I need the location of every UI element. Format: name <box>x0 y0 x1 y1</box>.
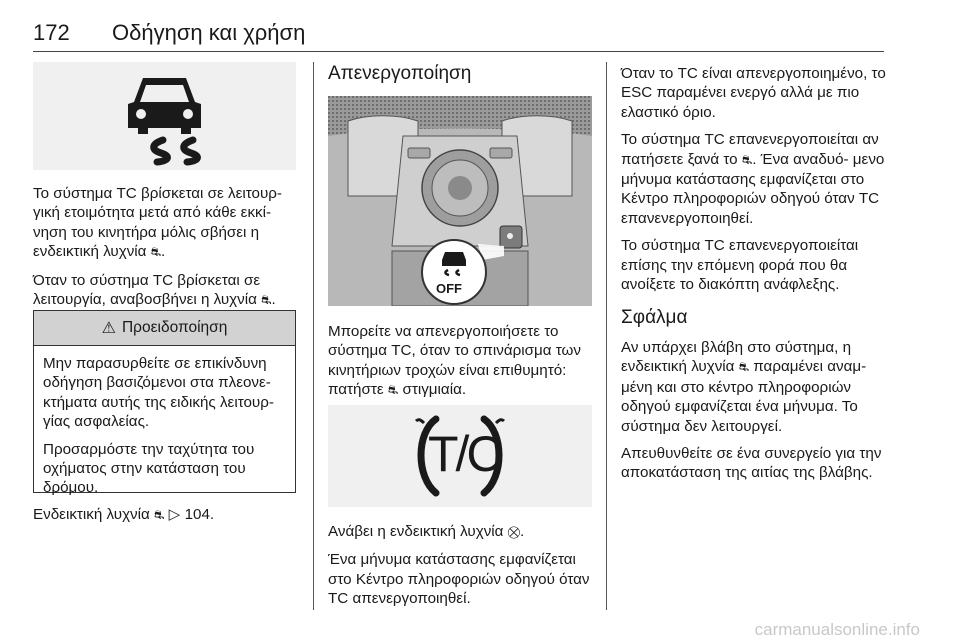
tc-off-button-icon: ⛐ <box>741 152 753 167</box>
tc-lamp-icon: ⛐ <box>261 293 272 308</box>
warning-paragraph: Μην παρασυρθείτε σε επικίνδυνη οδήγηση βασιζόμενοι στα πλεονε‐ κτήματα αυτής της ειδικής λειτουρ‐ γίας ασφαλείας. <box>43 355 274 431</box>
fault-paragraph: Αν υπάρχει βλάβη στο σύστημα, η ενδεικτική λυχνία ⛐ παραμένει αναμ‐ μένη και στο κέντρο πληροφοριών οδηγού εμφανίζεται ένα μήνυμα. Το σύστημα δεν λειτουργεί. <box>621 338 867 435</box>
column-divider <box>606 62 607 610</box>
header-divider <box>33 51 884 52</box>
tc-lamp-icon: ⛐ <box>738 360 750 375</box>
console-photo <box>328 96 592 306</box>
esc-paragraph: Όταν το TC είναι απενεργοποιημένο, το ESC παραμένει ενεργό αλλά με πιο ελαστικό όριο. <box>621 65 886 121</box>
deactivation-heading: Απενεργοποίηση <box>328 63 472 84</box>
indicator-cross-reference: Ενδεικτική λυχνία ⛐ ▷ 104. <box>33 506 215 523</box>
warning-header <box>34 311 295 346</box>
page-number: 172 <box>33 20 70 45</box>
tc-lamp-figure <box>33 62 296 170</box>
workshop-paragraph: Απευθυνθείτε σε ένα συνεργείο για την αποκατάσταση της αιτίας της βλάβης. <box>621 444 882 482</box>
lamp-on-paragraph: Ανάβει η ενδεικτική λυχνία ⛒. <box>328 523 525 540</box>
tc-off-lamp-figure <box>328 405 592 507</box>
tc-active-paragraph: Όταν το σύστημα TC βρίσκεται σε λειτουργία, αναβοσβήνει η λυχνία ⛐. <box>33 271 276 309</box>
tc-ready-paragraph: Το σύστημα TC βρίσκεται σε λειτουρ‐ γική ετοιμότητα μετά από κάθε εκκί‐ νηση του κινητήρα μόλις σβήσει η ενδεικτική λυχνία ⛐. <box>33 185 282 261</box>
warning-box <box>33 310 296 497</box>
tc-lamp-icon: ⛐ <box>150 245 162 260</box>
reactivate-paragraph: Το σύστημα TC επανενεργοποιείται αν πατήσετε ξανά το ⛐. Ένα αναδυό‐ μενο μήνυμα κατάστασης εμφανίζεται στο Κέντρο πληροφοριών οδηγού όταν TC επανενεργοποιηθεί. <box>621 131 885 227</box>
warning-title: Προειδοποίηση <box>121 319 228 336</box>
tc-off-button-icon: ⛐ <box>387 383 399 398</box>
deactivate-paragraph: Μπορείτε να απενεργοποιήσετε το σύστημα TC, όταν το σπινάρισμα των κινητήριων τροχών είναι επιθυμητό: πατήστε ⛐ στιγμιαία. <box>328 323 581 399</box>
warning-triangle-icon: ⚠ <box>101 320 116 337</box>
tc-off-lamp-icon: ⛒ <box>507 525 520 539</box>
watermark: carmanualsonline.info <box>754 620 920 639</box>
column-divider <box>313 62 314 610</box>
fault-heading: Σφάλμα <box>621 307 688 329</box>
page-ref-arrow-icon: ▷ <box>168 506 181 523</box>
tc-off-button-label: OFF <box>436 281 462 296</box>
status-message-paragraph: Ένα μήνυμα κατάστασης εμφανίζεται στο Κέντρο πληροφοριών οδηγού όταν TC απενεργοποιηθεί. <box>328 551 590 608</box>
traction-control-icon <box>33 62 296 170</box>
warning-paragraph: Προσαρμόστε την ταχύτητα του οχήματος στην κατάσταση του δρόμου. <box>43 440 255 497</box>
section-title: Οδήγηση και χρήση <box>112 20 306 45</box>
tc-lamp-icon: ⛐ <box>154 508 165 522</box>
page-ref-link[interactable]: 104. <box>184 506 215 523</box>
ignition-paragraph: Το σύστημα TC επανενεργοποιείται επίσης την επόμενη φορά που θα ανοίξετε το διακόπτη ανάφλεξης. <box>621 237 859 294</box>
center-console-illustration <box>328 96 592 306</box>
tc-off-icon-text: T/C <box>428 426 500 482</box>
